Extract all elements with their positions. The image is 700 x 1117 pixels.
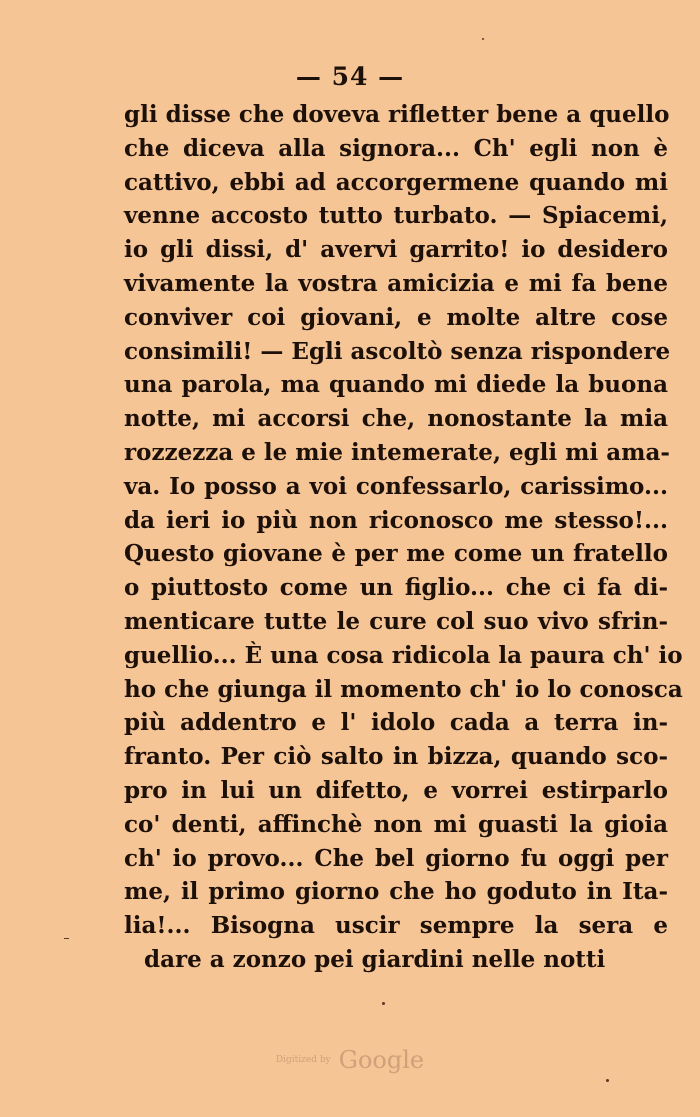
page-number: — 54 — xyxy=(295,62,405,91)
text-line: me, il primo giorno che ho goduto in Ita- xyxy=(124,878,668,906)
text-line: dare a zonzo pei giardini nelle notti xyxy=(144,945,606,973)
text-line: menticare tutte le cure col suo vivo sfrin- xyxy=(124,607,668,635)
text-line: ho che giunga il momento ch' io lo conosca xyxy=(124,675,683,703)
watermark-prefix: Digitized by xyxy=(275,1055,331,1065)
body-text xyxy=(124,98,683,977)
text-line: Questo giovane è per me come un fratello xyxy=(124,540,668,568)
text-line: consimili! — Egli ascoltò senza rispondere xyxy=(124,337,671,365)
text-line: venne accosto tutto turbato. — Spiacemi, xyxy=(124,202,668,230)
text-line: pro in lui un difetto, e vorrei estirparlo xyxy=(124,776,668,804)
text-line: io gli dissi, d' avervi garrito! io desidero xyxy=(124,236,668,264)
text-line: cattivo, ebbi ad accorgermene quando mi xyxy=(124,168,668,196)
text-line: o piuttosto come un figlio... che ci fa di- xyxy=(124,574,668,602)
text-line: più addentro e l' idolo cada a terra in- xyxy=(124,709,668,737)
paper-speck xyxy=(606,1079,609,1082)
text-line: va. Io posso a voi confessarlo, carissimo... xyxy=(124,472,668,500)
text-line: franto. Per ciò salto in bizza, quando sco- xyxy=(124,743,668,771)
digitization-watermark xyxy=(0,1046,700,1074)
text-line: una parola, ma quando mi diede la buona xyxy=(124,371,668,399)
text-line: da ieri io più non riconosco me stesso!... xyxy=(124,506,668,534)
text-line: rozzezza e le mie intemerate, egli mi ama- xyxy=(124,438,670,466)
text-line: lia!... Bisogna uscir sempre la sera e xyxy=(124,912,668,940)
text-line: co' denti, affinchè non mi guasti la gioia xyxy=(124,810,668,838)
text-line: guellio... È una cosa ridicola la paura ch' io xyxy=(124,641,683,669)
paper-speck xyxy=(382,1002,385,1005)
google-logo: Google xyxy=(338,1046,425,1074)
text-line: vivamente la vostra amicizia e mi fa bene xyxy=(124,269,668,297)
text-line: gli disse che doveva rifletter bene a quello xyxy=(124,101,670,128)
paper-speck xyxy=(64,938,69,939)
text-line: che diceva alla signora... Ch' egli non è xyxy=(124,134,668,162)
text-line: conviver coi giovani, e molte altre cose xyxy=(124,303,668,331)
text-line: notte, mi accorsi che, nonostante la mia xyxy=(124,405,668,433)
paper-speck xyxy=(482,38,484,40)
text-line: ch' io provo... Che bel giorno fu oggi per xyxy=(124,844,668,872)
